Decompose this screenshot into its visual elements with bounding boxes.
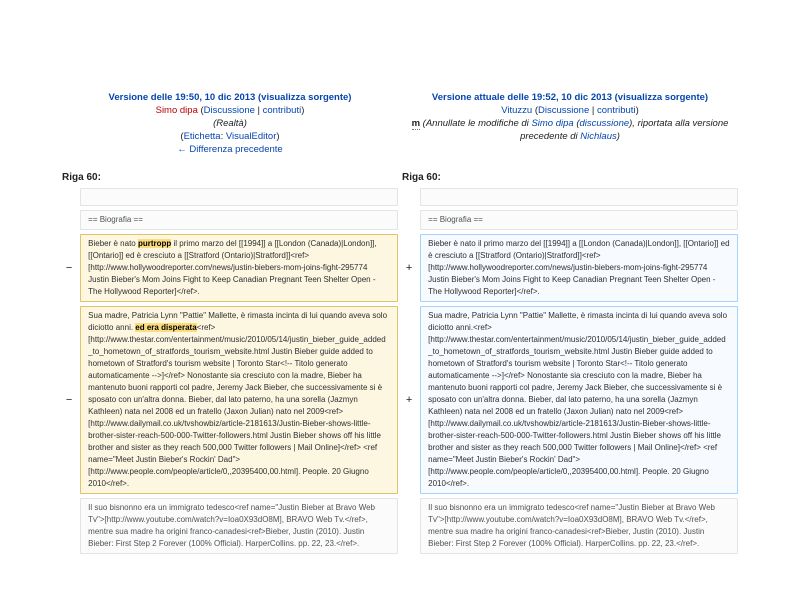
summary-user-talk-link[interactable]: discussione [579,118,630,129]
context-line-old [80,188,398,206]
deleted-change-highlight: purtropp [137,239,172,248]
old-version-link[interactable]: Versione delle 19:50, 10 dic 2013 [108,92,256,103]
old-edit-summary: (Realtà) [213,118,247,129]
marker-empty [62,210,76,230]
summary-reverted-to-user-link[interactable]: Nichlaus [580,131,617,142]
punct: ( [532,105,539,116]
summary-user-link[interactable]: Simo dipa [531,118,574,129]
wikitext: Bieber è nato [88,239,138,248]
added-line-marker: + [405,394,413,406]
line-number-row [62,168,738,184]
punct: : [220,131,226,142]
wikitext: Sua madre, Patricia Lynn "Pattie" Mallette, è rimasta incinta di lui quando aveva solo diciotto anni. [88,311,388,332]
previous-diff-link[interactable]: ← Differenza precedente [177,144,283,155]
punct: | [254,105,263,116]
wikitext: il primo marzo del [[1994]] a [[London (Canada)|London]], [[Ontario]] ed è cresciuto a [[Stratford (Ontario)|Stratford]]<ref>[http://www.hollywoodreporter.com/news/justin-biebers-mom-joins-fight-295774 Justin Bieber's Mom Joins Fight to Keep Canadian Pregnant Teen Shelter Open - The Hollywood Reporter]</ref>. [88,239,377,296]
old-user-link[interactable]: Simo dipa [155,105,198,116]
wikitext: <ref>[http://www.thestar.com/entertainment/music/2010/05/14/justin_bieber_guide_added_to_hometown_of_stratfords_tourism_website.html Justin Bieber guide added to hometown of Stratford's tourism website | Toronto Star<!-- Titolo generato automaticamente -->]</ref> Nonostante sia cresciuto con la madre, Bieber ha mantenuto buoni rapporti col padre, Jeremy Jack Bieber, che successivamente si è sposato con un'altra donna. Bieber, dal lato paterno, ha una sorella (Jazmyn Kathleen) nata nel 2008 ed un fratello (Jaxon Julian) nato nel 2009<ref>[http://www.dailymail.co.uk/tvshowbiz/article-2181613/Justin-Bieber-shows-little-brother-sister-reach-500-000-Twitter-followers.html Justin Bieber shows off his little brother and sister as they reach 500,000 Twitter followers | Mail Online]</ref> <ref name="Meet Justin Bieber's Rockin' Dad">[http://www.people.com/people/article/0,,20395400,00.html]. People. 20 Giugno 2010</ref>. [88,323,386,488]
old-user-line [63,104,397,117]
new-user-talk-link[interactable]: Discussione [538,105,590,116]
added-line: Bieber è nato il primo marzo del [[1994]] a [[London (Canada)|London]], [[Ontario]] ed è cresciuto a [[Stratford (Ontario)|Stratford]]<ref>[http://www.hollywoodreporter.com/news/justin-biebers-mom-joins-fight-295774 Justin Bieber's Mom Joins Fight to Keep Canadian Pregnant Teen Shelter Open - The Hollywood Reporter]</ref>. [420,234,738,302]
summary-text: (Annullate le modifiche di [420,118,532,129]
new-edit-summary [403,117,737,143]
added-line-marker: + [405,262,413,274]
new-user-link[interactable]: Vituzzu [501,105,533,116]
new-version-link[interactable]: Versione attuale delle 19:52, 10 dic 2013 [431,92,612,103]
diff-row-context-end [62,498,738,554]
old-revision-header [62,90,398,164]
minor-edit-flag: m [411,118,421,129]
previous-diff-line [63,143,397,156]
added-line: Sua madre, Patricia Lynn "Pattie" Mallette, è rimasta incinta di lui quando aveva solo diciotto anni.<ref>[http://www.thestar.com/entertainment/music/2010/05/14/justin_bieber_guide_added_to_hometown_of_stratfords_tourism_website.html Justin Bieber guide added to hometown of Stratford's tourism website | Toronto Star<!-- Titolo generato automaticamente -->]</ref> Nonostante sia cresciuto con la madre, Bieber ha mantenuto buoni rapporti col padre, Jeremy Jack Bieber, che successivamente si è sposato con un'altra donna. Bieber, dal lato paterno, ha una sorella (Jazmyn Kathleen) nata nel 2008 ed un fratello (Jaxon Julian) nato nel 2009<ref>[http://www.dailymail.co.uk/tvshowbiz/article-2181613/Justin-Bieber-shows-little-brother-sister-reach-500-000-Twitter-followers.html Justin Bieber shows off his little brother and sister as they reach 500,000 Twitter followers | Mail Online]</ref> <ref name="Meet Justin Bieber's Rockin' Dad">[http://www.people.com/people/article/0,,20395400,00.html]. People. 20 Giugno 2010</ref>. [420,306,738,494]
new-view-source-link[interactable]: (visualizza sorgente) [614,92,709,103]
line-header-old: Riga 60: [62,172,101,183]
punct: ( [180,131,184,142]
diff-header-row [62,90,738,164]
old-user-talk-link[interactable]: Discussione [203,105,255,116]
rollback-summary [420,118,728,142]
punct: ( [573,118,580,129]
diff-table [58,86,742,558]
deleted-change-highlight: ed era disperata [135,323,197,332]
context-line-old: Il suo bisnonno era un immigrato tedesco<ref name="Justin Bieber at Bravo Web Tv">[http://www.youtube.com/watch?v=Ioa0X93dO8M], BRAVO Web Tv.</ref>, mentre sua madre ha origini franco-canadesi<ref>Bieber, Justin (2010). Justin Bieber: First Step 2 Forever (100% Official). HarperCollins. pp. 22, 23.</ref>. [80,498,398,554]
new-user-line [403,104,737,117]
new-version-line [403,91,737,104]
line-header-new: Riga 60: [401,172,441,183]
new-user-contribs-link[interactable]: contributi [597,105,636,116]
diff-row-context-blank [62,188,738,206]
old-version-line [63,91,397,104]
deleted-line-marker: − [65,262,73,274]
context-line-new: == Biografia == [420,210,738,230]
old-view-source-link[interactable]: (visualizza sorgente) [258,92,352,103]
new-revision-header [402,90,738,164]
old-user-contribs-link[interactable]: contributi [262,105,302,116]
diff-row-paragraph-2 [62,306,738,494]
revision-diff [58,86,742,558]
visualeditor-tag-link[interactable]: VisualEditor [225,131,277,142]
marker-empty [402,498,416,554]
marker-empty [402,188,416,206]
punct: ) [635,105,639,116]
punct: ) [301,105,305,116]
marker-empty [402,210,416,230]
deleted-line [80,234,398,302]
old-tag-line [63,130,397,143]
deleted-line [80,306,398,494]
diff-row-context-heading [62,210,738,230]
context-line-old: == Biografia == [80,210,398,230]
punct: ( [197,105,204,116]
deleted-line-marker: − [65,394,73,406]
punct: ) [616,131,620,142]
punct: ) [276,131,280,142]
context-line-new [420,188,738,206]
context-line-new: Il suo bisnonno era un immigrato tedesco<ref name="Justin Bieber at Bravo Web Tv">[http://www.youtube.com/watch?v=Ioa0X93dO8M], BRAVO Web Tv.</ref>, mentre sua madre ha origini franco-canadesi<ref>Bieber, Justin (2010). Justin Bieber: First Step 2 Forever (100% Official). HarperCollins. pp. 22, 23.</ref>. [420,498,738,554]
punct: | [589,105,597,116]
marker-empty [62,498,76,554]
tag-link[interactable]: Etichetta [183,131,221,142]
summary-text: ), riportata alla versione precedente di [520,118,729,142]
diff-row-paragraph-1 [62,234,738,302]
marker-empty [62,188,76,206]
